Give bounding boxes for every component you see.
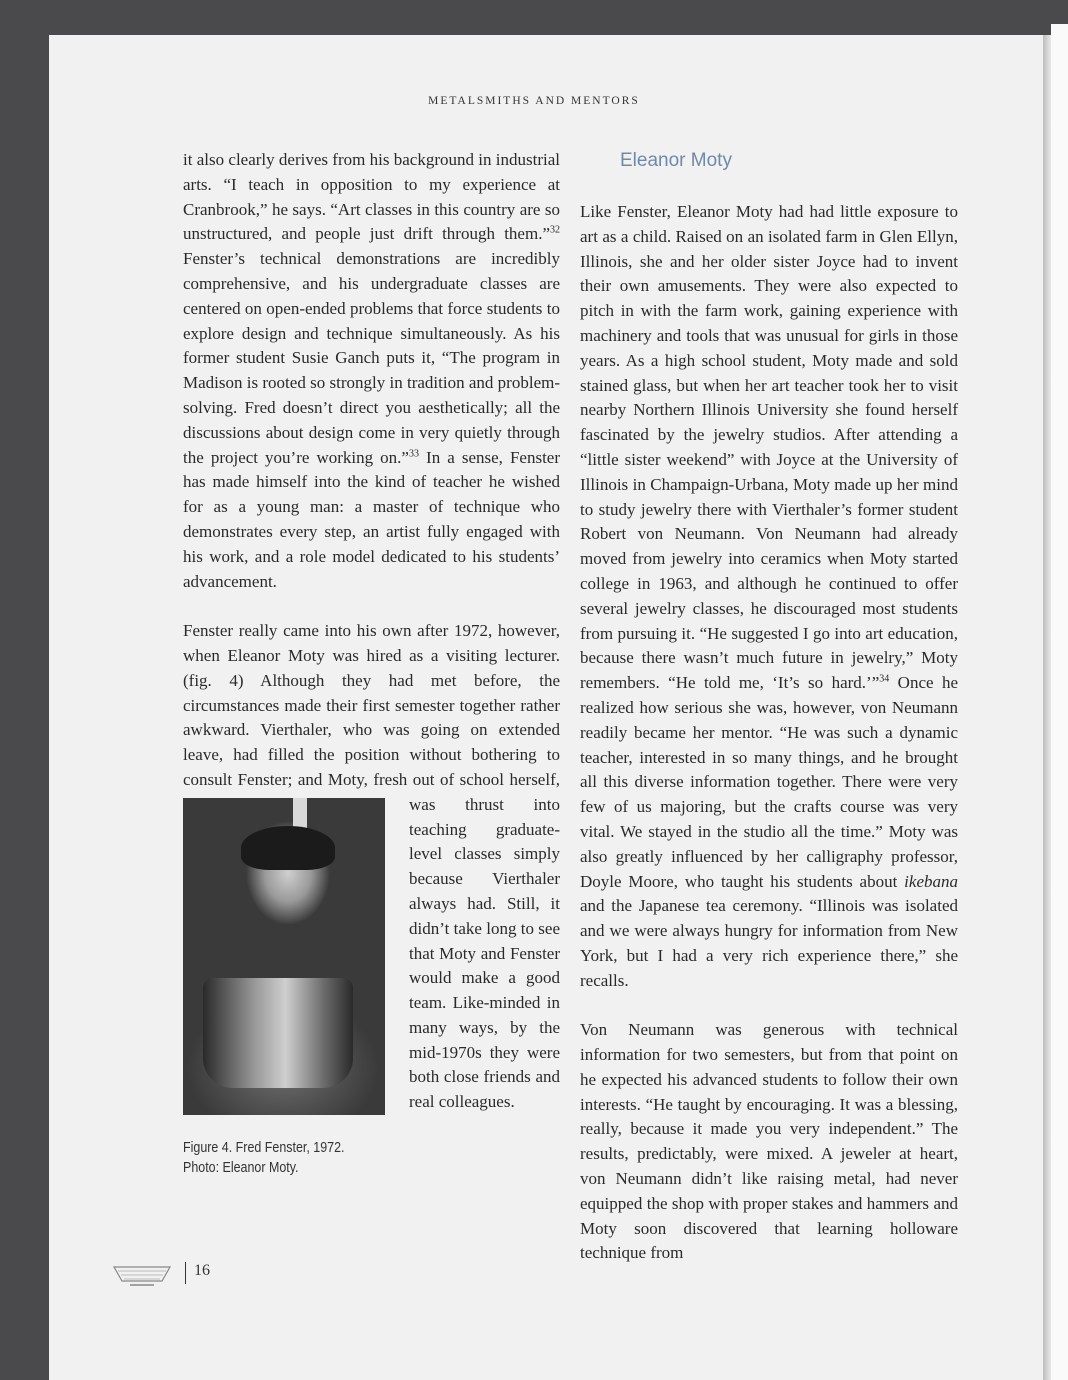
bowl-logo-icon bbox=[112, 1263, 172, 1289]
footnote-ref: 33 bbox=[408, 447, 419, 459]
page-edge bbox=[1043, 35, 1051, 1380]
footnote-ref: 34 bbox=[879, 673, 890, 685]
left-paragraph-1: it also clearly derives from his background in industrial arts. “I teach in opposition to my experience at Cranbrook,” he says. “Art classes in this country are so unstructured, and people just drift through them.”$^{32}$ Fenster’s technical demonstrations are incredibly comprehensive, and his undergraduate classes are centered on open-ended problems that force students to explore design and technique simultaneously. As his former student Susie Ganch puts it, “The program in Madison is rooted so strongly in tradition and problem-solving. Fred doesn’t direct you aesthetically; all the discussions about design come in very quietly through the project you’re working on.”$^{33}$ In a sense, Fenster has made himself into the kind of teacher he wished for as a young man: a master of technique who demonstrates every step, an artist fully engaged with his work, and a role model dedicated to his students’ advancement. bbox=[183, 150, 560, 591]
right-column bbox=[580, 200, 958, 1266]
left-paragraph-2: Fenster really came into his own after 1972, however, when Eleanor Moty was hired as a visiting lecturer. (fig. 4) Although they had met before, the circumstances made their first semester together rather awkward. Vierthaler, who was going on extended leave, had filled the position without bothering to consult Fenster; and Moty, fresh out of school herself, was thrust into teaching graduate-level classes simply because Vierthaler always had. Still, it didn’t take long to see that Moty and Fenster would make a good team. Like-minded in many ways, by the mid-1970s they were both close friends and real colleagues. bbox=[183, 619, 560, 1115]
right-paragraph-1: Like Fenster, Eleanor Moty had had little exposure to art as a child. Raised on an isolated farm in Glen Ellyn, Illinois, she and her older sister Joyce had to invent their own amusements. They were also expected to pitch in with the farm work, gaining experience with machinery and tools that was unusual for girls in those years. As a high school student, Moty made and sold stained glass, but when her art teacher took her to visit nearby Northern Illinois University she found herself fascinated by the jewelry studios. After attending a “little sister weekend” with Joyce at the University of Illinois in Champaign-Urbana, Moty made up her mind to study jewelry there with Vierthaler’s former student Robert von Neumann. Von Neumann had already moved from jewelry into ceramics when Moty started college in 1963, and although he continued to offer several jewelry classes, he discouraged most students from pursuing it. “He suggested I go into art education, because there wasn’t much future in jewelry,” Moty remembers. “He told me, ‘It’s so hard.’”$^{34}$ Once he realized how serious she was, however, von Neumann readily became her mentor. “He was such a dynamic teacher, interested in so many things, and he brought all this diverse information together. There were very few of us majoring, but the crafts course was very vital. We stayed in the studio all the time.” Moty was also greatly influenced by her calligraphy professor, Doyle Moore, who taught his students about ikebana and the Japanese tea ceremony. “Illinois was isolated and we were always hungry for information from New York, but I had a very rich experience there,” she recalls. bbox=[580, 202, 958, 990]
folio-divider bbox=[185, 1262, 186, 1284]
italic-term: ikebana bbox=[904, 871, 958, 891]
left-column bbox=[183, 148, 560, 1119]
figure-caption bbox=[183, 1138, 345, 1178]
section-title: Eleanor Moty bbox=[620, 150, 732, 171]
caption-credit: Photo: Eleanor Moty. bbox=[183, 1160, 299, 1176]
caption-title: Figure 4. Fred Fenster, 1972. bbox=[183, 1140, 345, 1156]
right-paragraph-2: Von Neumann was generous with technical information for two semesters, but from that point on he expected his advanced students to follow their own interests. “He taught by encouraging. It was a blessing, really, because it made you very independent.” The results, predictably, were mixed. A jeweler at heart, von Neumann didn’t like raising metal, had never equipped the shop with proper stakes and hammers and Moty soon discovered that learning holloware technique from bbox=[580, 1020, 958, 1263]
running-head: METALSMITHS AND MENTORS bbox=[428, 95, 640, 107]
facing-page-edge bbox=[1051, 24, 1068, 1380]
figure-4-photo bbox=[183, 798, 385, 1115]
footnote-ref: 32 bbox=[550, 224, 560, 236]
page-number: 16 bbox=[194, 1262, 210, 1279]
